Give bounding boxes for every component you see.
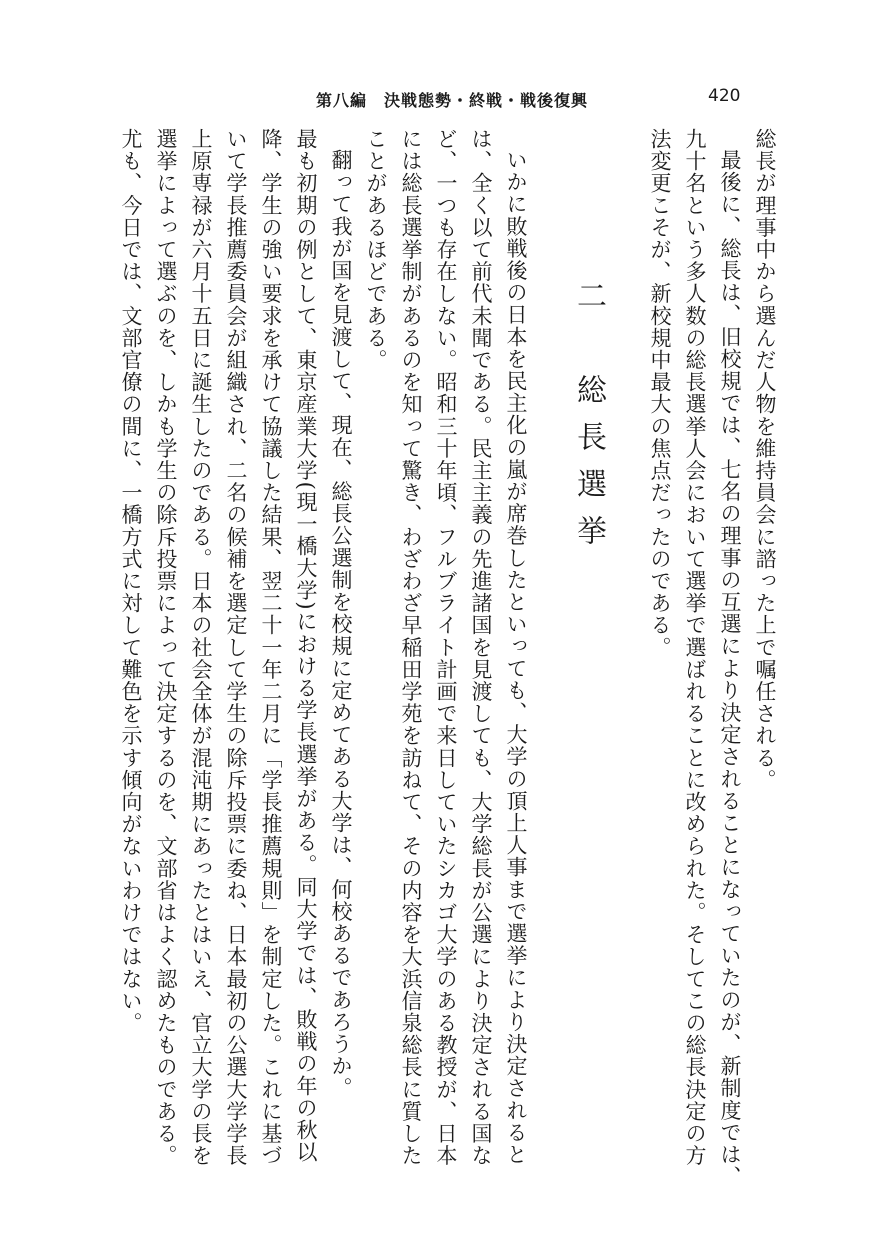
paragraph: いかに敗戦後の日本を民主化の嵐が席巻したといっても、大学の頂上人事まで選挙により決定されるとは、全く以て前代未聞である。民主主義の先進諸国を見渡しても、大学総長が公選により決定される国など、一つも存在しない。昭和三十年頃、フルブライト計画で来日していたシカゴ大学のある教授が、日本には総長選挙制があるのを知って驚き、わざわざ早稲田学苑を訪ねて、その内容を大浜信泉総長に質したことがあるほどである。	[364, 128, 528, 1167]
page-number: 420	[708, 86, 741, 106]
paragraph: 総長が理事中から選んだ人物を維持員会に諮った上で嘱任される。	[753, 128, 777, 791]
section-title: 二 総長選挙	[571, 280, 606, 562]
body-text	[82, 128, 782, 1188]
paragraph: 最も初期の例として、東京産業大学(現一橋大学)における学長選挙がある。同大学では、敗戦の年の秋以降、学生の強い要求を承けて協議した結果、翌二十一年二月に「学長推薦規則」を制定した。これに基づいて学長推薦委員会が組織され、二名の候補を選定して学生の除斥投票に委ね、日本最初の公選大学学長上原専禄が六月十五日に誕生したのである。日本の社会全体が混沌期にあったとはいえ、官立大学の長を選挙によって選ぶのを、しかも学生の除斥投票によって決定するのを、文部省はよく認めたものである。尤も、今日では、文部官僚の間に、一橋方式に対して難色を示す傾向がないわけではない。	[119, 128, 318, 1167]
paragraph: 最後に、総長は、旧校規では、七名の理事の互選により決定されることになっていたのが、新制度では、九十名という多人数の総長選挙人会において選挙で選ばれることに改められた。そしてこの総長決定の方法変更こそが、新校規中最大の焦点だったのである。	[648, 128, 742, 1188]
paragraph: 翻って我が国を見渡して、現在、総長公選制を校規に定めてある大学は、何校あるであろうか。	[329, 149, 353, 1100]
running-head: 第八編 決戦態勢・終戦・戦後復興	[316, 91, 589, 110]
